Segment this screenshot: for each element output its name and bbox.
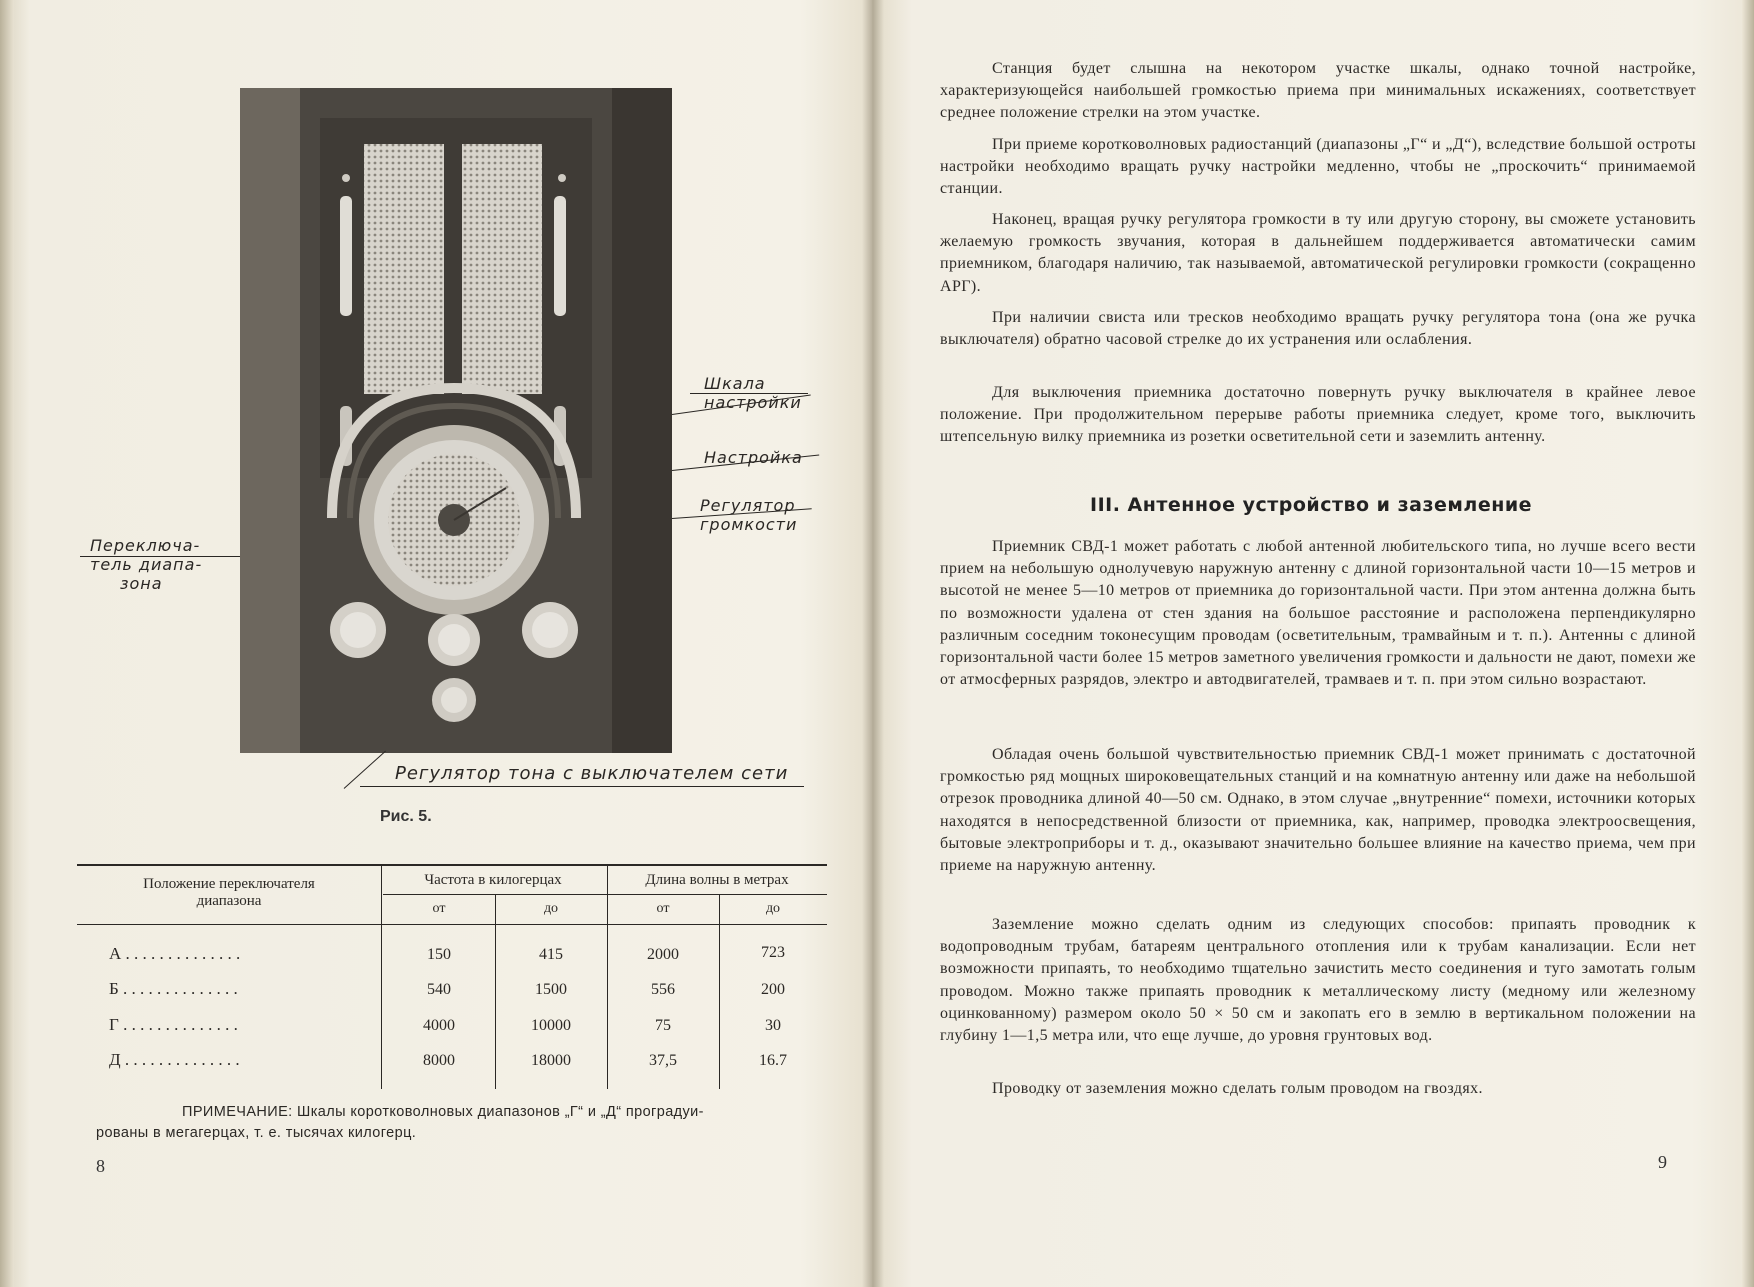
header-wave-to: до <box>765 901 781 916</box>
right-page-edge <box>1742 0 1754 1287</box>
book-gutter <box>862 0 884 1287</box>
row-leader-dots: . . . . . . . . . . . . . . <box>124 1050 240 1069</box>
cell-freq-to: 1500 <box>535 981 567 998</box>
header-position-line2: диапазона <box>196 893 262 909</box>
paragraph-text: Приемник СВД-1 может работать с любой антенной любительского типа, но лучше всего вести прием на небольшую однолучевую наружную антенну с длиной горизонтальной части 10—15 метров и высотой не менее 5—10 метров от приемника до горизонтальной части. При этом антенна должна быть по возможности удалена от стен здания на большое расстояние и расположена перпендикулярно различным соседним токонесущим проводам (осветительным, трамвайным и т. п.). Антенны с длиной горизонтальной части более 15 метров заметного увеличения громкости и дальности не дают, помехи же от атмосферных разрядов, электро и автодвигателей, трамваев и т. п. при этом сильно возрастают. <box>940 538 1697 689</box>
row-leader-dots: . . . . . . . . . . . . . . <box>123 1015 238 1034</box>
annotation-tone-leader <box>344 751 386 789</box>
paragraph-text: Станция будет слышна на некотором участке шкалы, однако точной настройке, характеризующейся наибольшей громкостью приема при минимальных искажениях, соответствует среднее положение стрелки на этом участке. <box>940 60 1696 122</box>
cell-freq-from: 4000 <box>423 1017 455 1034</box>
annotation-band-switch-line2: тель диапа- <box>90 555 203 574</box>
annotation-scale-line2: настройки <box>704 393 802 412</box>
header-wavelength: Длина волны в метрах <box>645 872 789 888</box>
paragraph <box>940 209 1696 298</box>
annotation-band-switch-line1: Переключа- <box>90 536 201 555</box>
paragraph <box>940 536 1696 691</box>
table-row-label <box>109 979 238 999</box>
row-label-text: Д <box>109 1050 121 1069</box>
table-top-rule <box>77 864 827 866</box>
header-freq-from: от <box>432 901 446 916</box>
paragraph <box>940 134 1696 201</box>
row-label-text: Г <box>109 1015 119 1034</box>
section-heading: III. Антенное устройство и заземление <box>1090 494 1533 516</box>
paragraph-text: Наконец, вращая ручку регулятора громкости в ту или другую сторону, вы сможете установить желаемую громкость звучания, которая в дальнейшем поддерживается автоматически самим приемником, благодаря наличию, так называемой, автоматической регулировки громкости (сокращенно АРГ). <box>940 211 1696 295</box>
annotation-tuning: Настройка <box>704 448 803 467</box>
row-label-text: Б <box>109 979 119 998</box>
paragraph <box>940 744 1696 877</box>
table-row-label <box>109 1015 238 1035</box>
cell-freq-from: 150 <box>427 946 451 963</box>
cell-wave-to: 723 <box>761 944 785 961</box>
paragraph <box>940 307 1696 351</box>
cell-freq-from: 540 <box>427 981 451 998</box>
cell-wave-from: 2000 <box>647 946 679 963</box>
cell-wave-to: 30 <box>765 1017 781 1034</box>
paragraph-text: Проводку от заземления можно сделать голым проводом на гвоздях. <box>992 1080 1483 1097</box>
cell-wave-to: 200 <box>761 981 785 998</box>
annotation-band-switch <box>90 536 202 593</box>
table-divider-1 <box>381 864 382 1089</box>
page-number-right: 9 <box>1658 1152 1667 1172</box>
paragraph-text: При приеме коротковолновых радиостанций (диапазоны „Г“ и „Д“), вследствие большой остроты настройки необходимо вращать ручку настройки медленно, чтобы не „проскочить“ принимаемой станции. <box>940 136 1696 198</box>
cell-wave-from: 37,5 <box>649 1052 677 1069</box>
annotation-volume-line1: Регулятор <box>700 496 796 515</box>
table-header-rule <box>77 924 827 925</box>
annotation-scale-line1: Шкала <box>704 374 766 393</box>
page-number-left: 8 <box>96 1156 105 1176</box>
cell-wave-from: 75 <box>655 1017 671 1034</box>
cell-wave-from: 556 <box>651 981 675 998</box>
paragraph-text: Обладая очень большой чувствительностью приемник СВД-1 может принимать с достаточной громкостью ряд мощных широковещательных станций и на комнатную антенну или даже на небольшой отрезок проводника длиной 40—50 см. Однако, в этом случае „внутренние“ помехи, источники которых находятся в непосредственной близости от приемника, как, например, проводка электроосвещения, бытовые электроприборы и т. д., оказывают значительно большее влияние на качество приема, чем при приеме на наружную антенну. <box>940 746 1696 875</box>
paragraph-text: При наличии свиста или тресков необходимо вращать ручку регулятора тона (она же ручка выключателя) обратно часовой стрелке до их устранения или ослабления. <box>940 309 1696 349</box>
note-line1: ПРИМЕЧАНИЕ: Шкалы коротковолновых диапазонов „Г“ и „Д“ проградуи- <box>182 1104 704 1120</box>
header-position <box>77 876 381 910</box>
annotation-volume-line2: громкости <box>700 515 798 534</box>
row-label-text: А <box>109 944 122 963</box>
header-frequency: Частота в килогерцах <box>424 872 562 888</box>
note-line2: рованы в мегагерцах, т. е. тысячах килогерц. <box>96 1125 417 1141</box>
header-freq-to: до <box>543 901 559 916</box>
row-leader-dots: . . . . . . . . . . . . . . <box>123 979 238 998</box>
annotation-tone: Регулятор тона с выключателем сети <box>395 763 789 784</box>
table-row-label <box>109 944 240 964</box>
cell-freq-to: 18000 <box>531 1052 571 1069</box>
annotation-scale-underline <box>690 393 808 394</box>
paragraph <box>940 914 1696 1047</box>
cell-freq-to: 10000 <box>531 1017 571 1034</box>
annotation-band-switch-underline <box>80 556 240 557</box>
paragraph <box>940 58 1696 125</box>
table-row-label <box>109 1050 240 1070</box>
row-leader-dots: . . . . . . . . . . . . . . <box>125 944 241 963</box>
paragraph-text: Для выключения приемника достаточно повернуть ручку выключателя в крайнее левое положение. При продолжительном перерыве работы приемника следует, кроме того, выключить штепсельную вилку приемника из розетки осветительной сети и заземлить антенну. <box>940 384 1696 446</box>
left-page <box>0 0 872 1287</box>
table-note <box>96 1102 832 1144</box>
annotation-tone-underline <box>360 786 804 787</box>
cell-freq-from: 8000 <box>423 1052 455 1069</box>
left-page-edge <box>0 0 14 1287</box>
header-divider <box>383 894 827 895</box>
paragraph <box>940 382 1696 449</box>
cell-freq-to: 415 <box>539 946 563 963</box>
paragraph-text: Заземление можно сделать одним из следующих способов: припаять проводник к водопроводным трубам, батареям центрального отопления или к трубам канализации. Если нет возможности припаять, то необходимо тщательно зачистить место соединения и туго замотать голым проводом. Можно также припаять проводник к металлическому листу (медному или железному оцинкованному) размером около 50 × 50 см и закопать его в землю в вертикальном положении на глубину 1—1,5 метра или, что еще лучше, до уровня грунтовых вод. <box>940 916 1696 1045</box>
figure-caption: Рис. 5. <box>380 808 432 825</box>
header-wave-from: от <box>656 901 670 916</box>
paragraph <box>940 1078 1696 1100</box>
annotation-band-switch-line3: зона <box>120 574 163 593</box>
radio-receiver-photo <box>240 88 672 753</box>
cell-wave-to: 16.7 <box>759 1052 787 1069</box>
header-position-line1: Положение переключателя <box>143 876 315 892</box>
